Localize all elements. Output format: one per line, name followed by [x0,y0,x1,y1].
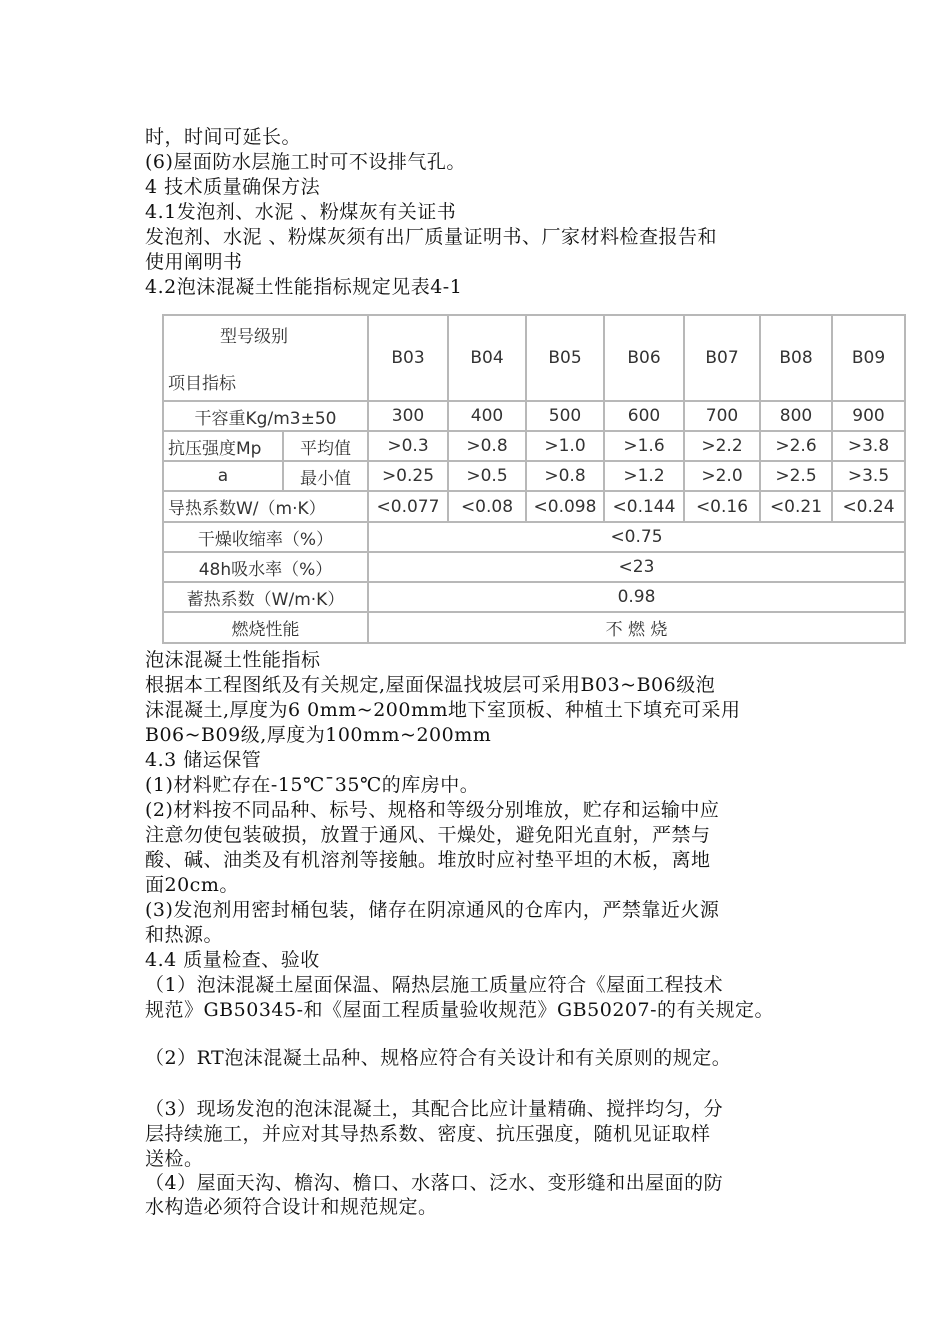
table-cell: >0.3 [368,431,448,461]
table-cell: >1.6 [604,431,684,461]
row-label: 抗压强度Mp [163,431,283,461]
table-row [163,582,905,612]
table-cell: >2.0 [684,461,760,491]
row-label: 干容重Kg/m3±50 [163,401,368,431]
text-line: 时，时间可延长。 [145,126,302,148]
header-grade-label: 型号级别 [220,327,288,347]
text-line: （1）泡沫混凝土屋面保温、隔热层施工质量应符合《屋面工程技术 [145,974,724,996]
text-line: 发泡剂、水泥 、粉煤灰须有出厂质量证明书、厂家材料检查报告和 [145,226,718,248]
table-cell: >2.2 [684,431,760,461]
text-line: 根据本工程图纸及有关规定,屋面保温找坡层可采用B03~B06级泡 [145,674,716,696]
table-cell: >1.2 [604,461,684,491]
table-cell: <0.098 [526,491,604,522]
grade-header: B04 [448,315,526,401]
table-cell: >3.8 [832,431,905,461]
text-line: 水构造必须符合设计和规范规定。 [145,1196,438,1218]
table-row [163,522,905,552]
table-cell: 600 [604,401,684,431]
table-cell: >0.5 [448,461,526,491]
table-cell: <0.08 [448,491,526,522]
table-cell: >1.0 [526,431,604,461]
table-cell: <23 [368,552,905,582]
table-cell: 400 [448,401,526,431]
sub-label: 最小值 [283,461,368,491]
subsection-heading: 4.1发泡剂、水泥 、粉煤灰有关证书 [145,201,457,223]
table-cell: <0.144 [604,491,684,522]
grade-header: B03 [368,315,448,401]
table-cell: 300 [368,401,448,431]
table-cell: <0.75 [368,522,905,552]
table-row [163,552,905,582]
text-line: B06~B09级,厚度为100mm~200mm [145,724,492,746]
text-line: (1)材料贮存在-15℃¯35℃的库房中。 [145,774,480,796]
grade-header: B07 [684,315,760,401]
text-line: （4）屋面天沟、檐沟、檐口、水落口、泛水、变形缝和出屋面的防 [145,1172,724,1194]
text-line: (6)屋面防水层施工时可不设排气孔。 [145,151,466,173]
header-item-label: 项目指标 [168,374,236,394]
text-line: （2）RT泡沫混凝土品种、规格应符合有关设计和有关原则的规定。 [145,1047,732,1069]
subsection-heading: 4.4 质量检查、验收 [145,949,320,971]
table-row [163,401,905,431]
header-corner-cell [163,315,368,401]
table-cell: >0.8 [526,461,604,491]
table-cell: 500 [526,401,604,431]
text-line: 注意勿使包装破损，放置于通风、干燥处，避免阳光直射，严禁与 [145,824,711,846]
grade-header: B09 [832,315,905,401]
text-line: 沫混凝土,厚度为6 0mm~200mm地下室顶板、种植土下填充可采用 [145,699,741,721]
table-cell: 800 [760,401,832,431]
text-line: 送检。 [145,1148,204,1170]
text-line: 和热源。 [145,924,224,946]
table-row [163,431,905,461]
table-cell: 0.98 [368,582,905,612]
table-cell: <0.24 [832,491,905,522]
table-row [163,491,905,522]
row-label: a [163,461,283,491]
grade-header: B08 [760,315,832,401]
subsection-heading: 4.2泡沫混凝土性能指标规定见表4-1 [145,276,463,298]
subsection-heading: 4.3 储运保管 [145,749,262,771]
text-line: (2)材料按不同品种、标号、规格和等级分别堆放，贮存和运输中应 [145,799,720,821]
table-row [163,461,905,491]
sub-label: 平均值 [283,431,368,461]
grade-header: B05 [526,315,604,401]
table-cell: >2.5 [760,461,832,491]
row-label: 蓄热系数（W/m·K） [163,582,368,612]
text-line: 酸、碱、油类及有机溶剂等接触。堆放时应衬垫平坦的木板，离地 [145,849,711,871]
row-label: 导热系数W/（m·K） [163,491,368,522]
table-cell: >0.25 [368,461,448,491]
table-cell: >2.6 [760,431,832,461]
table-caption: 泡沫混凝土性能指标 [145,649,321,671]
grade-header: B06 [604,315,684,401]
table-cell: <0.077 [368,491,448,522]
text-line: （3）现场发泡的泡沫混凝土，其配合比应计量精确、搅拌均匀，分 [145,1098,724,1120]
performance-table [162,314,906,644]
table-header-row [163,315,905,401]
text-line: (3)发泡剂用密封桶包装，储存在阴凉通风的仓库内，严禁靠近火源 [145,899,720,921]
text-line: 层持续施工，并应对其导热系数、密度、抗压强度，随机见证取样 [145,1123,711,1145]
text-line: 面20cm。 [145,874,239,896]
table-cell: 不 燃 烧 [368,612,905,643]
row-label: 燃烧性能 [163,612,368,643]
table-cell: <0.21 [760,491,832,522]
text-line: 规范》GB50345-和《屋面工程质量验收规范》GB50207-的有关规定。 [145,999,775,1021]
table-cell: >3.5 [832,461,905,491]
text-line: 使用阐明书 [145,251,243,273]
table-cell: 700 [684,401,760,431]
table-row [163,612,905,643]
row-label: 48h吸水率（%） [163,552,368,582]
table-cell: >0.8 [448,431,526,461]
table-cell: 900 [832,401,905,431]
section-heading: 4 技术质量确保方法 [145,176,321,198]
table-cell: <0.16 [684,491,760,522]
row-label: 干燥收缩率（%） [163,522,368,552]
